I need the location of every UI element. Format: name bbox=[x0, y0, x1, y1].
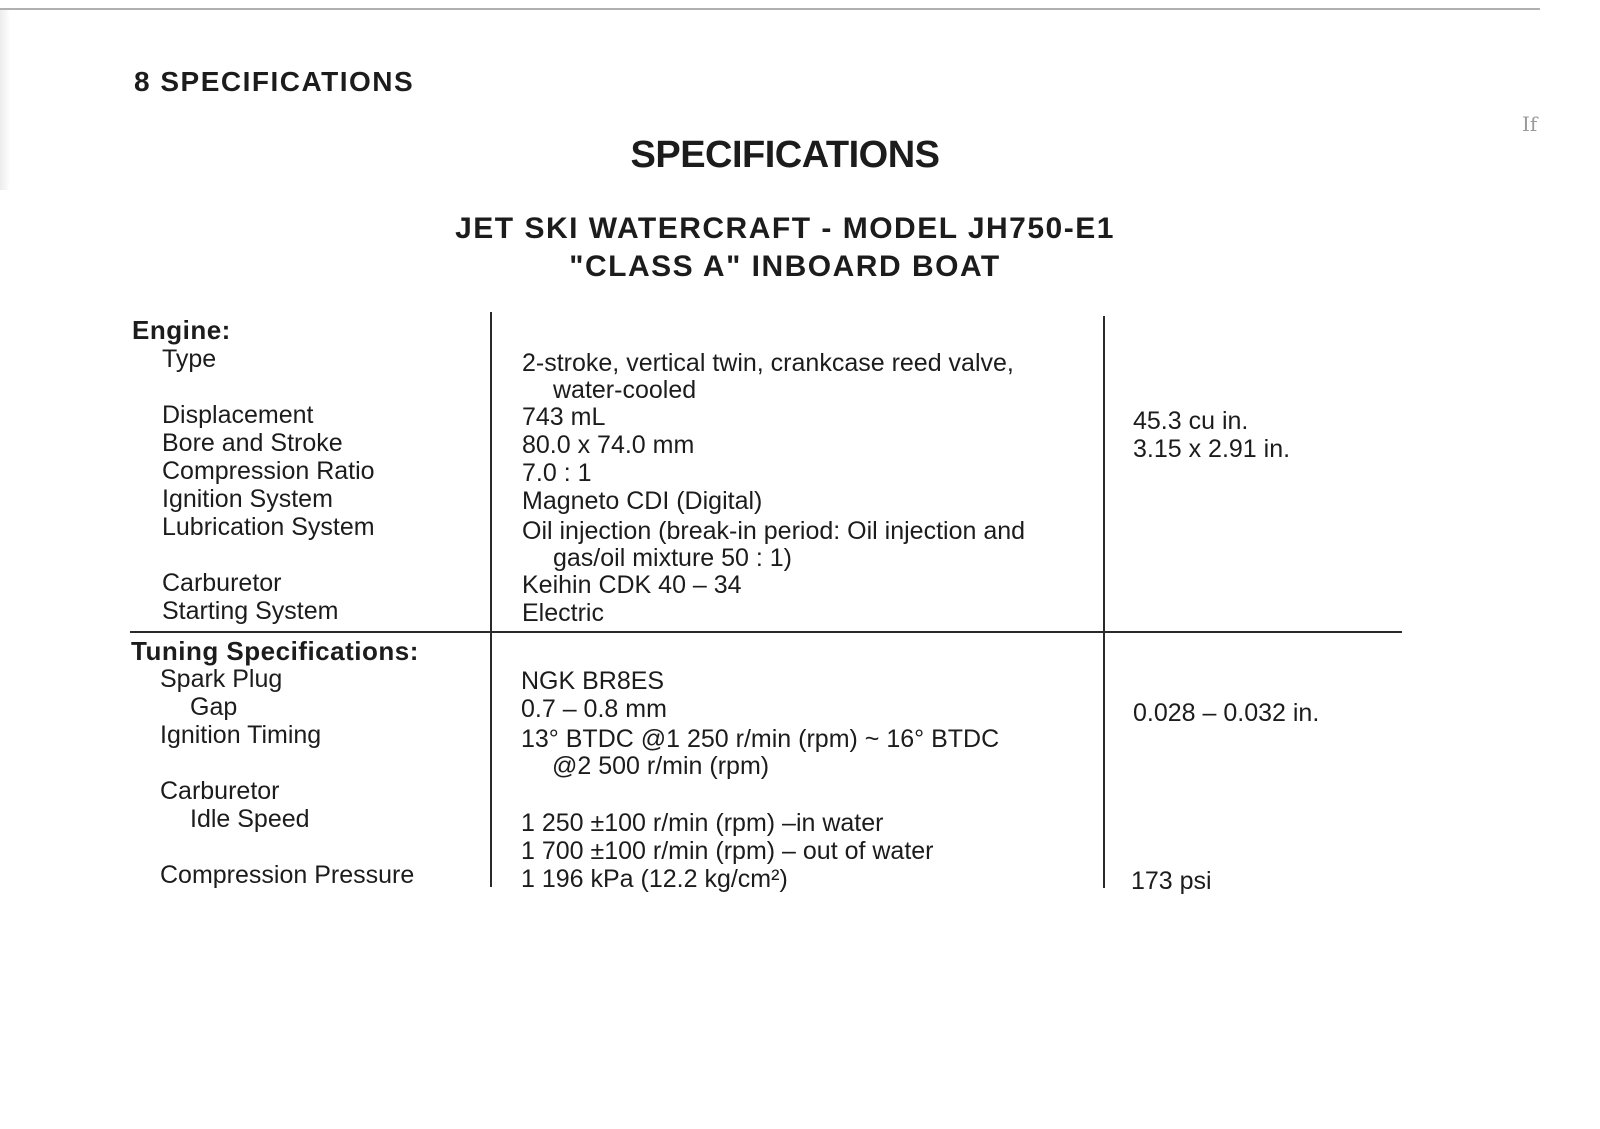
spec-value-lubrication-cont: gas/oil mixture 50 : 1) bbox=[553, 544, 792, 572]
spec-label-starting-system: Starting System bbox=[162, 597, 339, 625]
spec-alt-gap: 0.028 – 0.032 in. bbox=[1133, 699, 1320, 727]
spec-label-displacement: Displacement bbox=[162, 401, 314, 429]
spec-value-compression-ratio: 7.0 : 1 bbox=[522, 459, 592, 487]
spec-value-compression-pressure: 1 196 kPa (12.2 kg/cm²) bbox=[521, 865, 788, 893]
spec-label-bore-stroke: Bore and Stroke bbox=[162, 429, 343, 457]
spec-value-lubrication: Oil injection (break-in period: Oil injection and bbox=[522, 517, 1026, 545]
spec-label-ignition-system: Ignition System bbox=[162, 485, 333, 513]
spec-label-carburetor-tuning: Carburetor bbox=[160, 777, 280, 805]
model-subtitle: JET SKI WATERCRAFT - MODEL JH750-E1 bbox=[455, 212, 1115, 245]
spec-label-lubrication: Lubrication System bbox=[162, 513, 375, 541]
column-divider-right bbox=[1103, 316, 1105, 888]
spec-value-spark-plug: NGK BR8ES bbox=[521, 667, 665, 695]
spec-value-ignition-system: Magneto CDI (Digital) bbox=[522, 487, 763, 515]
spec-label-compression-ratio: Compression Ratio bbox=[162, 457, 375, 485]
column-divider-left bbox=[490, 312, 492, 887]
spec-value-type: 2-stroke, vertical twin, crankcase reed valve, bbox=[522, 349, 1014, 377]
spec-value-displacement: 743 mL bbox=[522, 403, 606, 431]
spec-value-type-cont: water-cooled bbox=[553, 376, 697, 404]
tuning-heading: Tuning Specifications: bbox=[131, 636, 419, 666]
class-subtitle: "CLASS A" INBOARD BOAT bbox=[569, 250, 1001, 283]
margin-mark: If bbox=[1522, 112, 1538, 136]
section-divider bbox=[130, 631, 1402, 633]
spec-alt-displacement: 45.3 cu in. bbox=[1133, 407, 1249, 435]
spec-alt-bore-stroke: 3.15 x 2.91 in. bbox=[1133, 435, 1291, 463]
top-page-rule bbox=[0, 8, 1540, 10]
spec-label-gap: Gap bbox=[190, 693, 238, 721]
spec-value-starting-system: Electric bbox=[522, 599, 604, 627]
spec-value-ignition-timing-cont: @2 500 r/min (rpm) bbox=[552, 752, 770, 780]
spec-label-ignition-timing: Ignition Timing bbox=[160, 721, 322, 749]
spec-value-gap: 0.7 – 0.8 mm bbox=[521, 695, 667, 723]
spec-value-idle-speed-cont: 1 700 ±100 r/min (rpm) – out of water bbox=[521, 837, 934, 865]
spec-value-idle-speed: 1 250 ±100 r/min (rpm) –in water bbox=[521, 809, 884, 837]
spec-value-bore-stroke: 80.0 x 74.0 mm bbox=[522, 431, 695, 459]
spec-alt-compression-pressure: 173 psi bbox=[1131, 867, 1212, 895]
spec-label-carburetor: Carburetor bbox=[162, 569, 282, 597]
spec-label-spark-plug: Spark Plug bbox=[160, 665, 283, 693]
spec-value-ignition-timing: 13° BTDC @1 250 r/min (rpm) ~ 16° BTDC bbox=[521, 725, 1000, 753]
section-header: 8 SPECIFICATIONS bbox=[134, 66, 415, 97]
spec-label-compression-pressure: Compression Pressure bbox=[160, 861, 415, 889]
spec-value-carburetor: Keihin CDK 40 – 34 bbox=[522, 571, 742, 599]
spec-label-type: Type bbox=[162, 345, 217, 373]
engine-heading: Engine: bbox=[132, 315, 231, 345]
spec-label-idle-speed: Idle Speed bbox=[190, 805, 310, 833]
page-title: SPECIFICATIONS bbox=[630, 134, 940, 176]
